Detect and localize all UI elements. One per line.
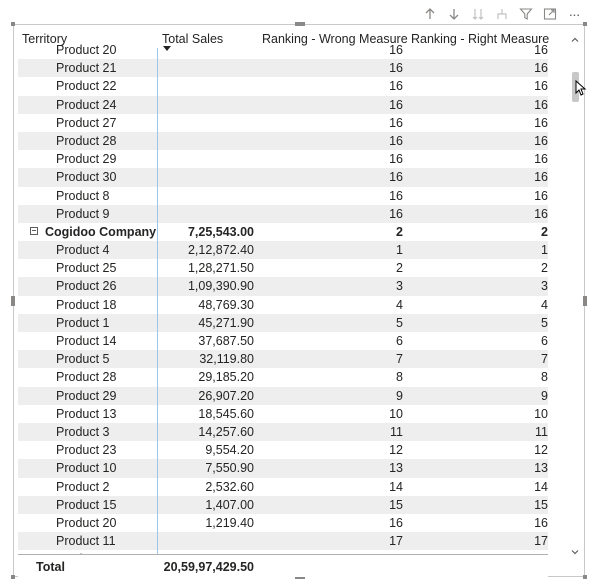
table-row[interactable] bbox=[18, 368, 548, 386]
total-label: Total bbox=[36, 560, 65, 574]
row-ranking-right: 16 bbox=[534, 61, 548, 76]
row-total-sales: 2,532.60 bbox=[205, 479, 254, 494]
row-ranking-right: 16 bbox=[534, 170, 548, 185]
row-total-sales: 29,185.20 bbox=[198, 370, 254, 385]
row-ranking-wrong: 16 bbox=[389, 152, 403, 167]
mouse-cursor-icon bbox=[575, 80, 585, 96]
focus-mode-icon[interactable] bbox=[541, 5, 559, 23]
row-ranking-right: 10 bbox=[534, 406, 548, 421]
row-ranking-right: 16 bbox=[534, 115, 548, 130]
row-ranking-wrong: 11 bbox=[390, 424, 403, 439]
table-row[interactable] bbox=[18, 496, 548, 514]
double-arrow-down-icon[interactable] bbox=[469, 5, 487, 23]
row-total-sales: 14,257.60 bbox=[198, 424, 254, 439]
row-total-sales: 7,25,543.00 bbox=[187, 224, 254, 239]
row-ranking-right: 2 bbox=[541, 224, 548, 239]
scroll-down-icon[interactable] bbox=[570, 547, 580, 557]
row-ranking-right: 5 bbox=[541, 315, 548, 330]
row-ranking-right: 13 bbox=[534, 461, 548, 476]
row-ranking-right: 1 bbox=[541, 243, 548, 258]
resize-handle-right[interactable] bbox=[583, 296, 587, 306]
collapse-icon[interactable] bbox=[30, 227, 38, 235]
row-name: Product 4 bbox=[56, 243, 110, 258]
table-row[interactable] bbox=[18, 132, 548, 150]
row-name: Product 9 bbox=[56, 206, 110, 221]
row-ranking-right: 14 bbox=[534, 479, 548, 494]
row-total-sales: 1,28,271.50 bbox=[187, 261, 254, 276]
row-name: Product 2 bbox=[56, 479, 110, 494]
row-ranking-right: 17 bbox=[534, 534, 548, 549]
table-body bbox=[18, 43, 548, 557]
filter-icon[interactable] bbox=[517, 5, 535, 23]
arrow-down-icon[interactable] bbox=[445, 5, 463, 23]
row-ranking-wrong: 16 bbox=[389, 133, 403, 148]
row-ranking-wrong: 2 bbox=[396, 224, 403, 239]
row-ranking-wrong: 8 bbox=[396, 370, 403, 385]
row-ranking-right: 12 bbox=[534, 443, 548, 458]
resize-handle-top[interactable] bbox=[295, 22, 305, 26]
row-name: Product 5 bbox=[56, 352, 110, 367]
row-name: Cogidoo Company bbox=[45, 224, 157, 239]
table-row[interactable] bbox=[18, 405, 548, 423]
row-total-sales: 1,407.00 bbox=[205, 497, 254, 512]
table-row[interactable] bbox=[18, 296, 548, 314]
more-options-icon[interactable]: ··· bbox=[568, 6, 580, 22]
row-name: Product 18 bbox=[56, 297, 117, 312]
table-row[interactable] bbox=[18, 387, 548, 405]
row-ranking-wrong: 6 bbox=[396, 334, 403, 348]
table-row[interactable] bbox=[18, 114, 548, 132]
table-row[interactable] bbox=[18, 59, 548, 77]
row-ranking-wrong: 4 bbox=[396, 297, 403, 312]
table-row[interactable] bbox=[18, 532, 548, 550]
row-ranking-right: 16 bbox=[534, 515, 548, 530]
row-ranking-wrong: 5 bbox=[396, 315, 403, 330]
table-row[interactable] bbox=[18, 314, 548, 332]
table-row[interactable] bbox=[18, 423, 548, 441]
table-row[interactable] bbox=[18, 478, 548, 496]
row-name: Product 27 bbox=[56, 115, 117, 130]
row-ranking-right: 7 bbox=[541, 352, 548, 367]
row-name: Product 21 bbox=[56, 61, 117, 76]
row-total-sales: 48,769.30 bbox=[198, 297, 254, 312]
row-total-sales: 9,554.20 bbox=[205, 443, 254, 458]
row-ranking-wrong: 15 bbox=[389, 497, 403, 512]
row-name: Product 3 bbox=[56, 424, 110, 439]
table-row[interactable] bbox=[18, 96, 548, 114]
row-ranking-right: 16 bbox=[534, 188, 548, 203]
row-name: Product 15 bbox=[56, 497, 117, 512]
row-ranking-wrong: 12 bbox=[389, 443, 403, 458]
row-ranking-right: 8 bbox=[541, 370, 548, 385]
row-ranking-right: 16 bbox=[534, 79, 548, 94]
row-ranking-wrong: 13 bbox=[389, 461, 403, 476]
row-ranking-wrong: 1 bbox=[396, 243, 403, 258]
row-name: Product 25 bbox=[56, 261, 117, 276]
column-header-ranking-wrong[interactable]: Ranking - Wrong Measure bbox=[262, 32, 408, 46]
table-row[interactable] bbox=[18, 459, 548, 477]
row-ranking-right: 11 bbox=[535, 424, 548, 439]
row-ranking-wrong: 17 bbox=[389, 534, 403, 549]
table-rows bbox=[18, 41, 548, 568]
table-row[interactable] bbox=[18, 241, 548, 259]
row-ranking-right: 6 bbox=[541, 334, 548, 348]
scroll-up-icon[interactable] bbox=[570, 35, 580, 45]
row-name: Product 14 bbox=[56, 334, 117, 348]
table-row[interactable] bbox=[18, 77, 548, 95]
table-row[interactable] bbox=[18, 350, 548, 368]
row-name: Product 20 bbox=[56, 515, 117, 530]
row-ranking-right: 16 bbox=[534, 43, 548, 57]
group-row[interactable] bbox=[18, 223, 548, 241]
row-name: Product 8 bbox=[56, 188, 110, 203]
row-ranking-wrong: 16 bbox=[389, 188, 403, 203]
row-total-sales: 1,219.40 bbox=[205, 515, 254, 530]
row-name: Product 24 bbox=[56, 97, 117, 112]
row-name: Product 29 bbox=[56, 388, 117, 403]
row-ranking-wrong: 16 bbox=[389, 170, 403, 185]
table-row[interactable] bbox=[18, 150, 548, 168]
expand-hierarchy-icon[interactable] bbox=[493, 5, 511, 23]
table-row[interactable] bbox=[18, 187, 548, 205]
row-ranking-wrong: 16 bbox=[389, 97, 403, 112]
row-ranking-right: 16 bbox=[534, 206, 548, 221]
table-row[interactable] bbox=[18, 277, 548, 295]
column-header-territory[interactable]: Territory bbox=[22, 32, 68, 46]
row-ranking-wrong: 14 bbox=[389, 479, 403, 494]
row-ranking-wrong: 10 bbox=[389, 406, 403, 421]
total-sales-value: 20,59,97,429.50 bbox=[163, 560, 254, 574]
table-row[interactable] bbox=[18, 205, 548, 223]
row-ranking-right: 3 bbox=[541, 279, 548, 294]
resize-handle-top-right[interactable] bbox=[583, 22, 587, 26]
row-ranking-right: 15 bbox=[534, 497, 548, 512]
row-name: Product 13 bbox=[56, 406, 117, 421]
row-ranking-wrong: 16 bbox=[389, 79, 403, 94]
row-total-sales: 1,09,390.90 bbox=[187, 279, 254, 294]
row-ranking-right: 2 bbox=[541, 261, 548, 276]
row-ranking-right: 16 bbox=[534, 152, 548, 167]
table-row[interactable] bbox=[18, 514, 548, 532]
row-ranking-wrong: 7 bbox=[396, 352, 403, 367]
row-name: Product 10 bbox=[56, 461, 117, 476]
visual-header-toolbar bbox=[421, 4, 583, 24]
resize-handle-left[interactable] bbox=[11, 296, 15, 306]
row-ranking-wrong: 9 bbox=[396, 388, 403, 403]
row-ranking-wrong: 16 bbox=[389, 515, 403, 530]
row-total-sales: 7,550.90 bbox=[205, 461, 254, 476]
row-ranking-right: 16 bbox=[534, 97, 548, 112]
total-row bbox=[18, 554, 548, 577]
column-header-ranking-right[interactable]: Ranking - Right Measure bbox=[411, 32, 550, 46]
column-divider bbox=[157, 48, 158, 576]
row-total-sales: 32,119.80 bbox=[199, 352, 254, 367]
row-ranking-right: 16 bbox=[534, 133, 548, 148]
arrow-up-icon[interactable] bbox=[421, 5, 439, 23]
row-ranking-wrong: 3 bbox=[396, 279, 403, 294]
row-name: Product 29 bbox=[56, 152, 117, 167]
row-ranking-right: 9 bbox=[541, 388, 548, 403]
row-name: Product 28 bbox=[56, 133, 117, 148]
row-name: Product 28 bbox=[56, 370, 117, 385]
row-total-sales: 18,545.60 bbox=[198, 406, 254, 421]
row-ranking-wrong: 16 bbox=[389, 61, 403, 76]
row-total-sales: 45,271.90 bbox=[198, 315, 254, 330]
table-row[interactable] bbox=[18, 332, 548, 350]
vertical-scrollbar[interactable] bbox=[568, 27, 582, 557]
row-name: Product 20 bbox=[56, 43, 117, 57]
row-name: Product 11 bbox=[56, 534, 116, 549]
row-name: Product 1 bbox=[56, 315, 110, 330]
row-name: Product 23 bbox=[56, 443, 117, 458]
resize-handle-bottom-right[interactable] bbox=[583, 575, 587, 579]
row-name: Product 26 bbox=[56, 279, 117, 294]
row-total-sales: 37,687.50 bbox=[198, 334, 254, 348]
column-header-total-sales[interactable]: Total Sales bbox=[162, 32, 224, 46]
row-ranking-wrong: 16 bbox=[389, 115, 403, 130]
row-ranking-wrong: 16 bbox=[389, 206, 403, 221]
row-ranking-right: 4 bbox=[541, 297, 548, 312]
resize-handle-bottom-left[interactable] bbox=[11, 575, 15, 579]
table-row[interactable] bbox=[18, 41, 548, 59]
row-name: Product 30 bbox=[56, 170, 117, 185]
table-row[interactable] bbox=[18, 441, 548, 459]
row-total-sales: 26,907.20 bbox=[198, 388, 254, 403]
table-row[interactable] bbox=[18, 168, 548, 186]
resize-handle-top-left[interactable] bbox=[11, 22, 15, 26]
row-ranking-wrong: 16 bbox=[389, 43, 403, 57]
table-row[interactable] bbox=[18, 259, 548, 277]
row-ranking-wrong: 2 bbox=[396, 261, 403, 276]
row-total-sales: 2,12,872.40 bbox=[187, 243, 254, 258]
row-name: Product 22 bbox=[56, 79, 117, 94]
